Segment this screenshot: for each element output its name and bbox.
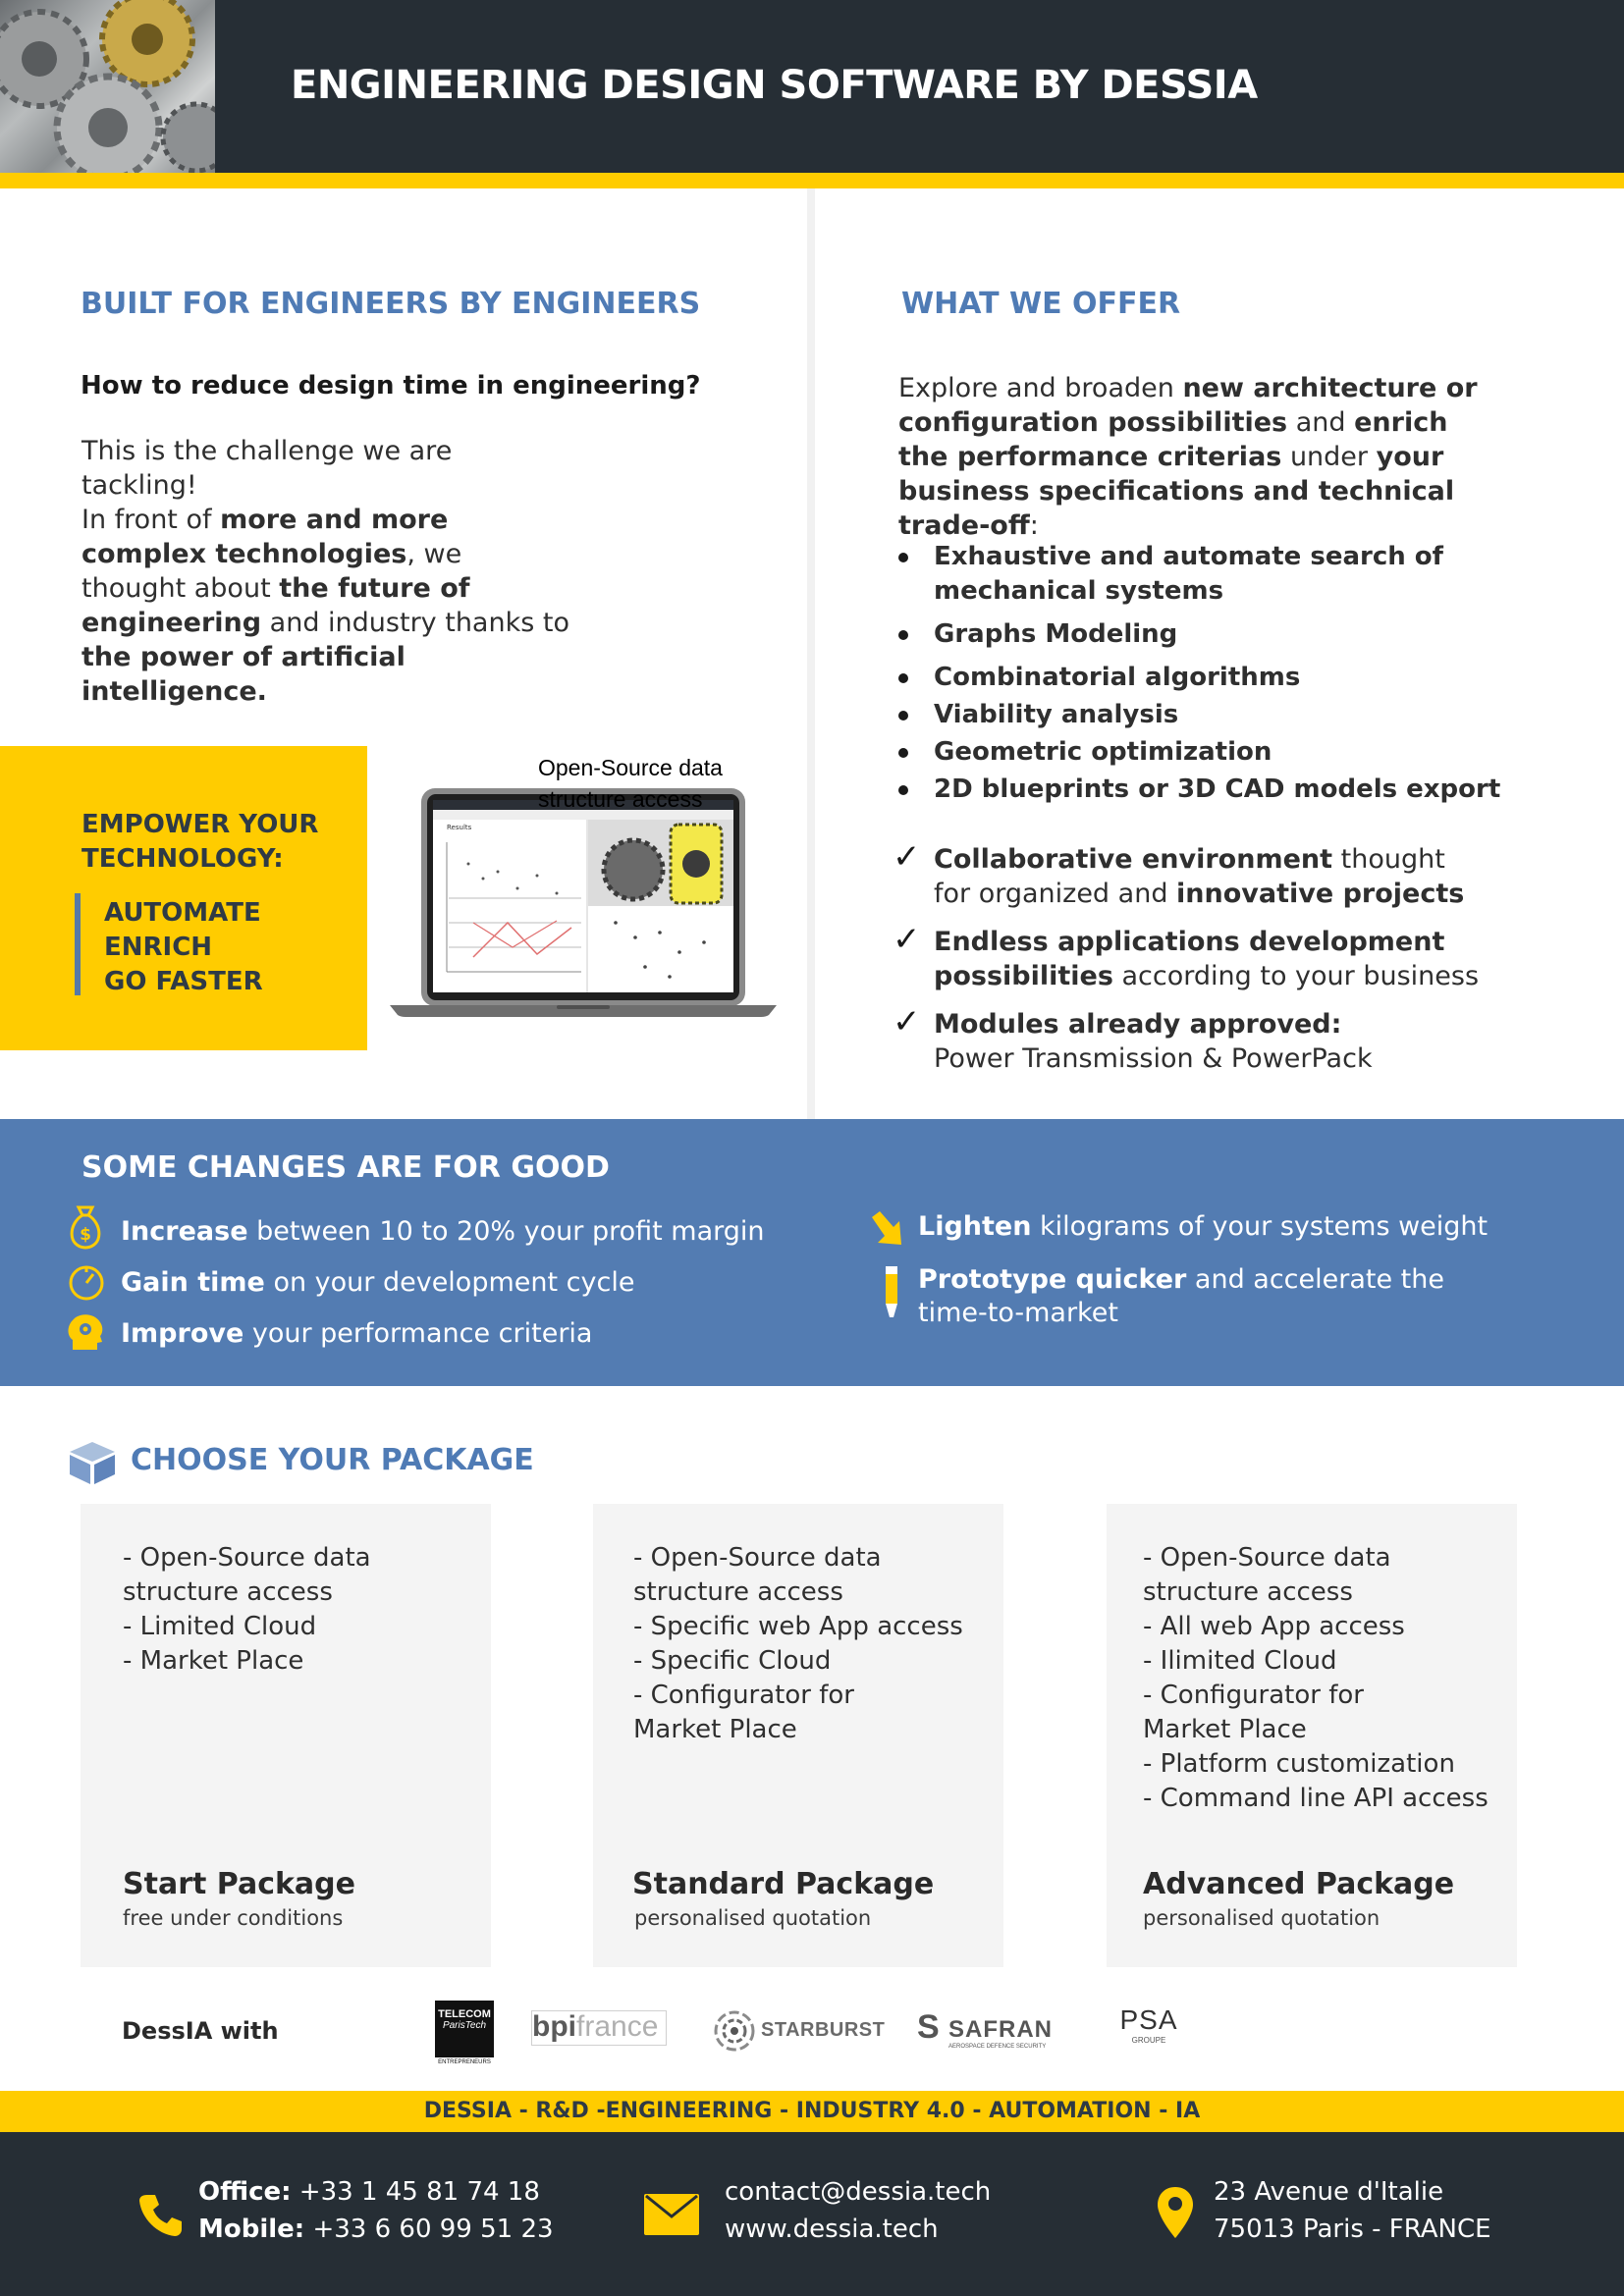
offer-bullet: Viability analysis (898, 698, 1527, 732)
phone-icon (137, 2191, 185, 2238)
laptop-caption-line: structure access (538, 786, 703, 812)
brain-gear-icon (65, 1310, 106, 1354)
address (1214, 2173, 1491, 2248)
check-text: Power Transmission & PowerPack (934, 1043, 1373, 1074)
package-box-icon (67, 1439, 118, 1486)
check-bold: innovative projects (1176, 879, 1465, 909)
offer-bullet: Graphs Modeling (898, 617, 1527, 652)
benefit-text: on your development cycle (264, 1267, 635, 1298)
starburst-logo (712, 2009, 886, 2053)
mobile-label: Mobile: (198, 2215, 305, 2244)
address-line: 23 Avenue d'Italie (1214, 2177, 1444, 2207)
laptop-screenshot (390, 785, 777, 1017)
address-line: 75013 Paris - FRANCE (1214, 2215, 1491, 2244)
office-label: Office: (198, 2177, 292, 2207)
starburst-swirl-icon (712, 2009, 757, 2053)
intro-text: This is the challenge we are tackling! (81, 436, 453, 501)
empower-title (81, 808, 318, 877)
gray-gear (604, 840, 663, 899)
offer-bold: your business specifications and technical trade-off (898, 442, 1455, 541)
offer-check-list (891, 837, 1539, 1090)
france-text: france (576, 2010, 659, 2043)
safran-subtext: AEROSPACE DEFENCE SECURITY (948, 2044, 1047, 2050)
empower-item: GO FASTER (104, 967, 263, 996)
benefits-title: SOME CHANGES ARE FOR GOOD (81, 1150, 610, 1185)
column-divider (807, 188, 815, 1119)
psa-logo (1110, 2004, 1188, 2052)
package-price: personalised quotation (634, 1906, 872, 1930)
offer-text: under (1281, 442, 1377, 472)
packages-heading: CHOOSE YOUR PACKAGE (131, 1443, 534, 1477)
package-features: - Open-Source data structure access - Specific web App access - Specific Cloud - Configurator for Market Place (633, 1543, 963, 1744)
partners-label: DessIA with (122, 2017, 279, 2045)
empower-title-line: TECHNOLOGY: (81, 844, 284, 874)
arrow-down-right-icon (868, 1209, 907, 1249)
package-name: Standard Package (632, 1867, 935, 1901)
left-section-heading: BUILT FOR ENGINEERS BY ENGINEERS (81, 287, 701, 321)
benefit-gain-time (121, 1266, 634, 1300)
benefit-lighten (918, 1210, 1488, 1244)
psa-subtext: GROUPE (1131, 2036, 1166, 2045)
offer-check-item (891, 837, 1484, 911)
offer-check-item (891, 1002, 1539, 1076)
intro-bold: the power of artificial intelligence. (81, 642, 406, 707)
package-price: free under conditions (123, 1906, 344, 1930)
right-section-heading: WHAT WE OFFER (901, 287, 1181, 321)
bpi-text: bpi (532, 2010, 576, 2043)
check-bold: Modules already approved: (934, 1009, 1342, 1040)
intro-bold: more and more complex technologies (81, 505, 449, 569)
gear-hub (682, 850, 710, 878)
intro-question: How to reduce design time in engineering? (81, 371, 701, 400)
empower-title-line: EMPOWER YOUR (81, 810, 319, 839)
empower-item: AUTOMATE (104, 898, 261, 928)
telecom-line: ParisTech (442, 2020, 487, 2031)
intro-text: In front of (81, 505, 221, 535)
safran-logo (917, 2010, 1074, 2054)
offer-bullet: Exhaustive and automate search of mechanical systems (898, 540, 1444, 609)
page-title: ENGINEERING DESIGN SOFTWARE BY DESSIA (291, 63, 1258, 108)
checkmark-icon: ✓ (893, 837, 921, 877)
check-text: according to your business (1112, 961, 1480, 991)
benefit-bold: Increase (121, 1216, 248, 1247)
check-text: thought for organized and (934, 844, 1445, 909)
safran-text: SAFRAN (948, 2016, 1053, 2043)
package-features: - Open-Source data structure access - Limited Cloud - Market Place (123, 1543, 371, 1676)
empower-list (104, 896, 263, 999)
package-name: Start Package (123, 1867, 355, 1901)
benefit-text: and accelerate the time-to-market (918, 1264, 1444, 1328)
contact-links (725, 2173, 991, 2248)
offer-bullet: Combinatorial algorithms (898, 661, 1527, 695)
benefit-text: kilograms of your systems weight (1031, 1211, 1489, 1242)
money-bag-icon (65, 1203, 106, 1251)
package-card-standard[interactable] (593, 1504, 1003, 1967)
laptop-caption-line: Open-Source data (538, 755, 723, 780)
check-bold: Endless applications development possibilities (934, 927, 1445, 991)
checkmark-icon: ✓ (893, 920, 921, 959)
benefit-increase (121, 1215, 765, 1249)
benefit-text: your performance criteria (244, 1318, 593, 1349)
intro-paragraph (81, 434, 572, 709)
package-card-start[interactable] (81, 1504, 491, 1967)
benefit-bold: Improve (121, 1318, 244, 1349)
offer-check-item (891, 920, 1484, 993)
package-features: - Open-Source data structure access - All web App access - Ilimited Cloud - Configurator for Market Place - Platform customization - Command line API access (1143, 1543, 1489, 1813)
safran-s-icon: S (917, 2008, 940, 2046)
empower-accent-bar (75, 893, 81, 995)
benefit-bold: Lighten (918, 1211, 1032, 1242)
offer-bullet-list (898, 540, 1527, 807)
svg-text:$: $ (80, 1225, 91, 1245)
stopwatch-icon (67, 1263, 106, 1303)
laptop-notch (557, 1005, 610, 1009)
starburst-text: STARBURST (761, 2019, 886, 2041)
office-number[interactable]: +33 1 45 81 74 18 (291, 2177, 540, 2207)
check-bold: Collaborative environment (934, 844, 1333, 875)
bpifrance-logo (531, 2010, 667, 2046)
pencil-icon (880, 1264, 905, 1319)
laptop-caption (538, 752, 723, 815)
checkmark-icon: ✓ (893, 1002, 921, 1041)
telecom-line: TELECOM (438, 2008, 491, 2020)
telecom-line: ENTREPRENEURS (438, 2059, 491, 2065)
location-pin-icon (1156, 2185, 1195, 2240)
phone-numbers (198, 2173, 554, 2248)
telecom-paristech-logo (435, 2001, 494, 2065)
gears-illustration (0, 0, 215, 173)
benefit-bold: Gain time (121, 1267, 265, 1298)
offer-bold: enrich the performance criterias (898, 407, 1448, 472)
offer-bullet: Geometric optimization (898, 735, 1527, 770)
benefit-prototype (918, 1263, 1468, 1330)
header-accent-stripe (0, 173, 1624, 188)
benefit-improve (121, 1317, 592, 1351)
gears-photo (0, 0, 215, 173)
email-icon (643, 2193, 700, 2236)
psa-text: PSA (1119, 2004, 1178, 2035)
mobile-number[interactable]: +33 6 60 99 51 23 (304, 2215, 554, 2244)
website-link[interactable]: www.dessia.tech (725, 2215, 939, 2244)
intro-text: and industry thanks to (261, 608, 569, 638)
empower-item: ENRICH (104, 933, 213, 962)
package-price: personalised quotation (1143, 1906, 1380, 1930)
intro-text: , we thought about (81, 539, 462, 604)
benefit-bold: Prototype quicker (918, 1264, 1187, 1295)
offer-text: : (1029, 510, 1039, 541)
offer-text: and (1287, 407, 1355, 438)
offer-intro (898, 371, 1488, 543)
offer-bullet: 2D blueprints or 3D CAD models export (898, 773, 1527, 807)
offer-text: Explore and broaden (898, 373, 1183, 403)
intro-bold: the future of engineering (81, 573, 470, 638)
email-link[interactable]: contact@dessia.tech (725, 2177, 992, 2207)
offer-bold: new architecture or configuration possibilities (898, 373, 1478, 438)
package-card-advanced[interactable] (1107, 1504, 1517, 1967)
tagline: DESSIA - R&D -ENGINEERING - INDUSTRY 4.0 - AUTOMATION - IA (423, 2099, 1201, 2123)
results-tab: Results (447, 824, 472, 831)
package-name: Advanced Package (1143, 1867, 1455, 1901)
benefit-text: between 10 to 20% your profit margin (247, 1216, 765, 1247)
